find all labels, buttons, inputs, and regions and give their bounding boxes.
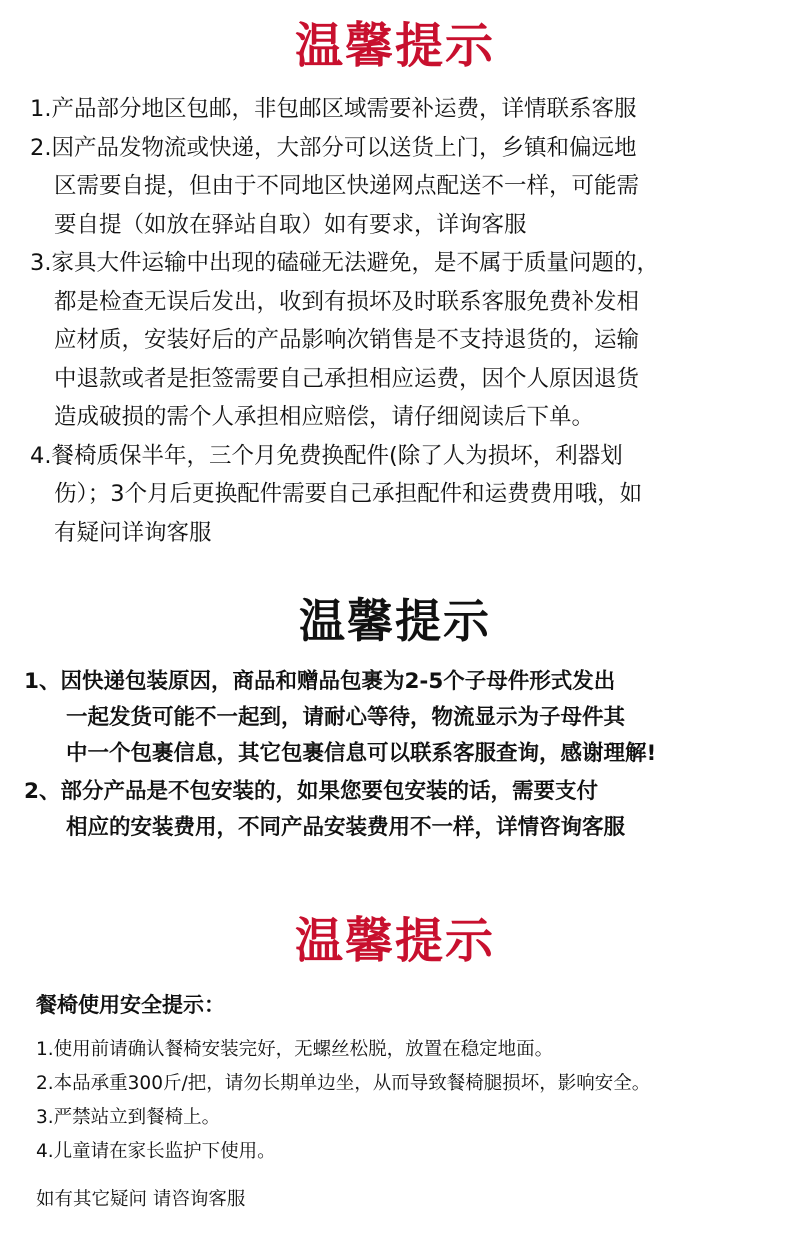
notice-section-2 <box>0 580 790 880</box>
section2-item-2-line-1: 2、部分产品是不包安装的，如果您要包安装的话，需要支付 <box>24 779 598 804</box>
section1-item-2-line-1: 2.因产品发物流或快递，大部分可以送货上门，乡镇和偏远地 <box>30 134 637 161</box>
section1-item-4-line-3: 有疑问详询客服 <box>54 519 212 546</box>
section2-item-2 <box>24 774 774 846</box>
section1-title: 温馨提示 <box>294 18 495 74</box>
notice-section-3 <box>0 895 790 1235</box>
section1-item-1-line-1: 1.产品部分地区包邮，非包邮区域需要补运费，详情联系客服 <box>30 96 637 122</box>
section2-item-1-line-3: 中一个包裹信息，其它包裹信息可以联系客服查询，感谢理解! <box>66 741 657 766</box>
section2-item-2-line-2: 相应的安装费用，不同产品安装费用不一样，详情咨询客服 <box>66 815 626 840</box>
section1-item-3-line-4: 中退款或者是拒签需要自己承担相应运费，因个人原因退货 <box>54 365 640 392</box>
section3-item-1: 1.使用前请确认餐椅安装完好，无螺丝松脱，放置在稳定地面。 <box>36 1039 554 1060</box>
section3-item-4: 4.儿童请在家长监护下使用。 <box>36 1141 276 1162</box>
section3-subheading: 餐椅使用安全提示： <box>36 993 225 1017</box>
section1-item-4-line-2: 伤）；3个月后更换配件需要自己承担配件和运费费用哦，如 <box>54 481 643 507</box>
section3-item-2: 2.本品承重300斤/把，请勿长期单边坐，从而导致餐椅腿损坏，影响安全。 <box>36 1073 651 1094</box>
section2-list <box>24 664 774 846</box>
section1-item-2-line-2: 区需要自提，但由于不同地区快递网点配送不一样，可能需 <box>54 173 640 199</box>
section1-item-3 <box>30 244 770 437</box>
section2-title: 温馨提示 <box>299 594 491 648</box>
section2-item-1 <box>24 664 774 772</box>
section2-item-1-line-1: 1、因快递包装原因，商品和赠品包裹为2-5个子母件形式发出 <box>24 669 616 694</box>
section1-item-4 <box>30 437 770 553</box>
section1-list <box>30 90 770 552</box>
section1-item-2 <box>30 129 770 245</box>
section1-item-4-line-1: 4.餐椅质保半年，三个月免费换配件(除了人为损坏，利器划 <box>30 442 623 469</box>
section1-item-3-line-5: 造成破损的需个人承担相应赔偿，请仔细阅读后下单。 <box>54 404 595 430</box>
section3-footer: 如有其它疑问 请咨询客服 <box>36 1189 246 1210</box>
section2-item-1-line-2: 一起发货可能不一起到，请耐心等待，物流显示为子母件其 <box>66 705 626 730</box>
section3-item-3: 3.严禁站立到餐椅上。 <box>36 1107 221 1128</box>
section1-item-3-line-3: 应材质，安装好后的产品影响次销售是不支持退货的，运输 <box>54 327 640 353</box>
section1-item-3-line-1: 3.家具大件运输中出现的磕碰无法避免，是不属于质量问题的， <box>30 250 659 276</box>
notice-section-1 <box>0 0 790 570</box>
section3-list <box>36 1033 776 1169</box>
section3-title: 温馨提示 <box>294 913 495 969</box>
section1-item-3-line-2: 都是检查无误后发出，收到有损坏及时联系客服免费补发相 <box>54 288 640 315</box>
section1-item-1 <box>30 90 770 129</box>
section1-item-2-line-3: 要自提（如放在驿站自取）如有要求，详询客服 <box>54 211 527 238</box>
